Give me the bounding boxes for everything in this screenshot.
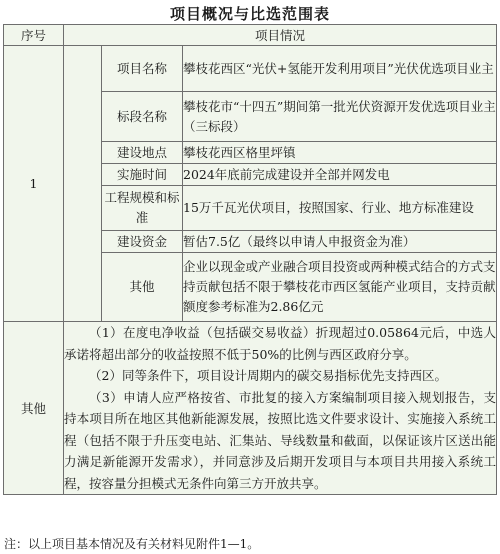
row-value: 攀枝花西区格里坪镇: [183, 142, 497, 164]
row-label: 实施时间: [102, 164, 183, 186]
row-value: 企业以现金或产业融合项目投资或两种模式结合的方式支持贡献包括不限于攀枝花市西区氢能产业项目，支持贡献额度参考标准为2.86亿元: [183, 253, 497, 322]
row-value: 2024年底前完成建设并全部并网发电: [183, 164, 497, 186]
other-label: 其他: [4, 322, 64, 495]
other-paragraph: （2）同等条件下，项目设计周期内的碳交易指标优先支持西区。: [89, 368, 447, 383]
row-value: 攀枝花西区“光伏+氢能开发利用项目”光伏优选项目业主: [183, 46, 497, 92]
row-label: 项目名称: [102, 46, 183, 92]
other-content: [64, 322, 497, 495]
row-label: 标段名称: [102, 92, 183, 142]
blank-column: [64, 46, 102, 322]
row-value: 15万千瓦光伏项目，按照国家、行业、地方标准建设: [183, 186, 497, 231]
project-overview-table: [3, 24, 497, 495]
header-row: [4, 25, 497, 46]
row-value: 暂估7.5亿（最终以申请人申报资金为准）: [183, 231, 497, 253]
other-paragraph: （1）在度电净收益（包括碳交易收益）折现超过0.05864元后，中选人承诺将超出部分的收益按照不低于50%的比例与西区政府分享。: [64, 325, 497, 362]
row-label: 工程规模和标准: [102, 186, 183, 231]
row-label: 建设资金: [102, 231, 183, 253]
row-label: 其他: [102, 253, 183, 322]
table-row: [4, 46, 497, 92]
footnote: 注：以上项目基本情况及有关材料见附件1—1。: [4, 537, 260, 551]
seq-cell: 1: [4, 46, 64, 322]
table-title: 项目概况与比选范围表: [169, 5, 330, 23]
header-seq: 序号: [4, 25, 64, 46]
header-project-info: 项目情况: [64, 25, 497, 46]
other-row: [4, 322, 497, 495]
other-paragraph: （3）申请人应严格按省、市批复的接入方案编制项目接入规划报告，支持本项目所在地区其他新能源发展，按照比选文件要求设计、实施接入系统工程（包括不限于升压变电站、汇集站、导线数量和截面，以保证该片区送出能力满足新能源开发需求），并同意涉及后期开发项目与本项目共用接入系统工程，按容量分担模式无条件向第三方开放共享。: [64, 389, 497, 491]
row-label: 建设地点: [102, 142, 183, 164]
row-value: 攀枝花市“十四五”期间第一批光伏资源开发优选项目业主（三标段）: [183, 92, 497, 142]
